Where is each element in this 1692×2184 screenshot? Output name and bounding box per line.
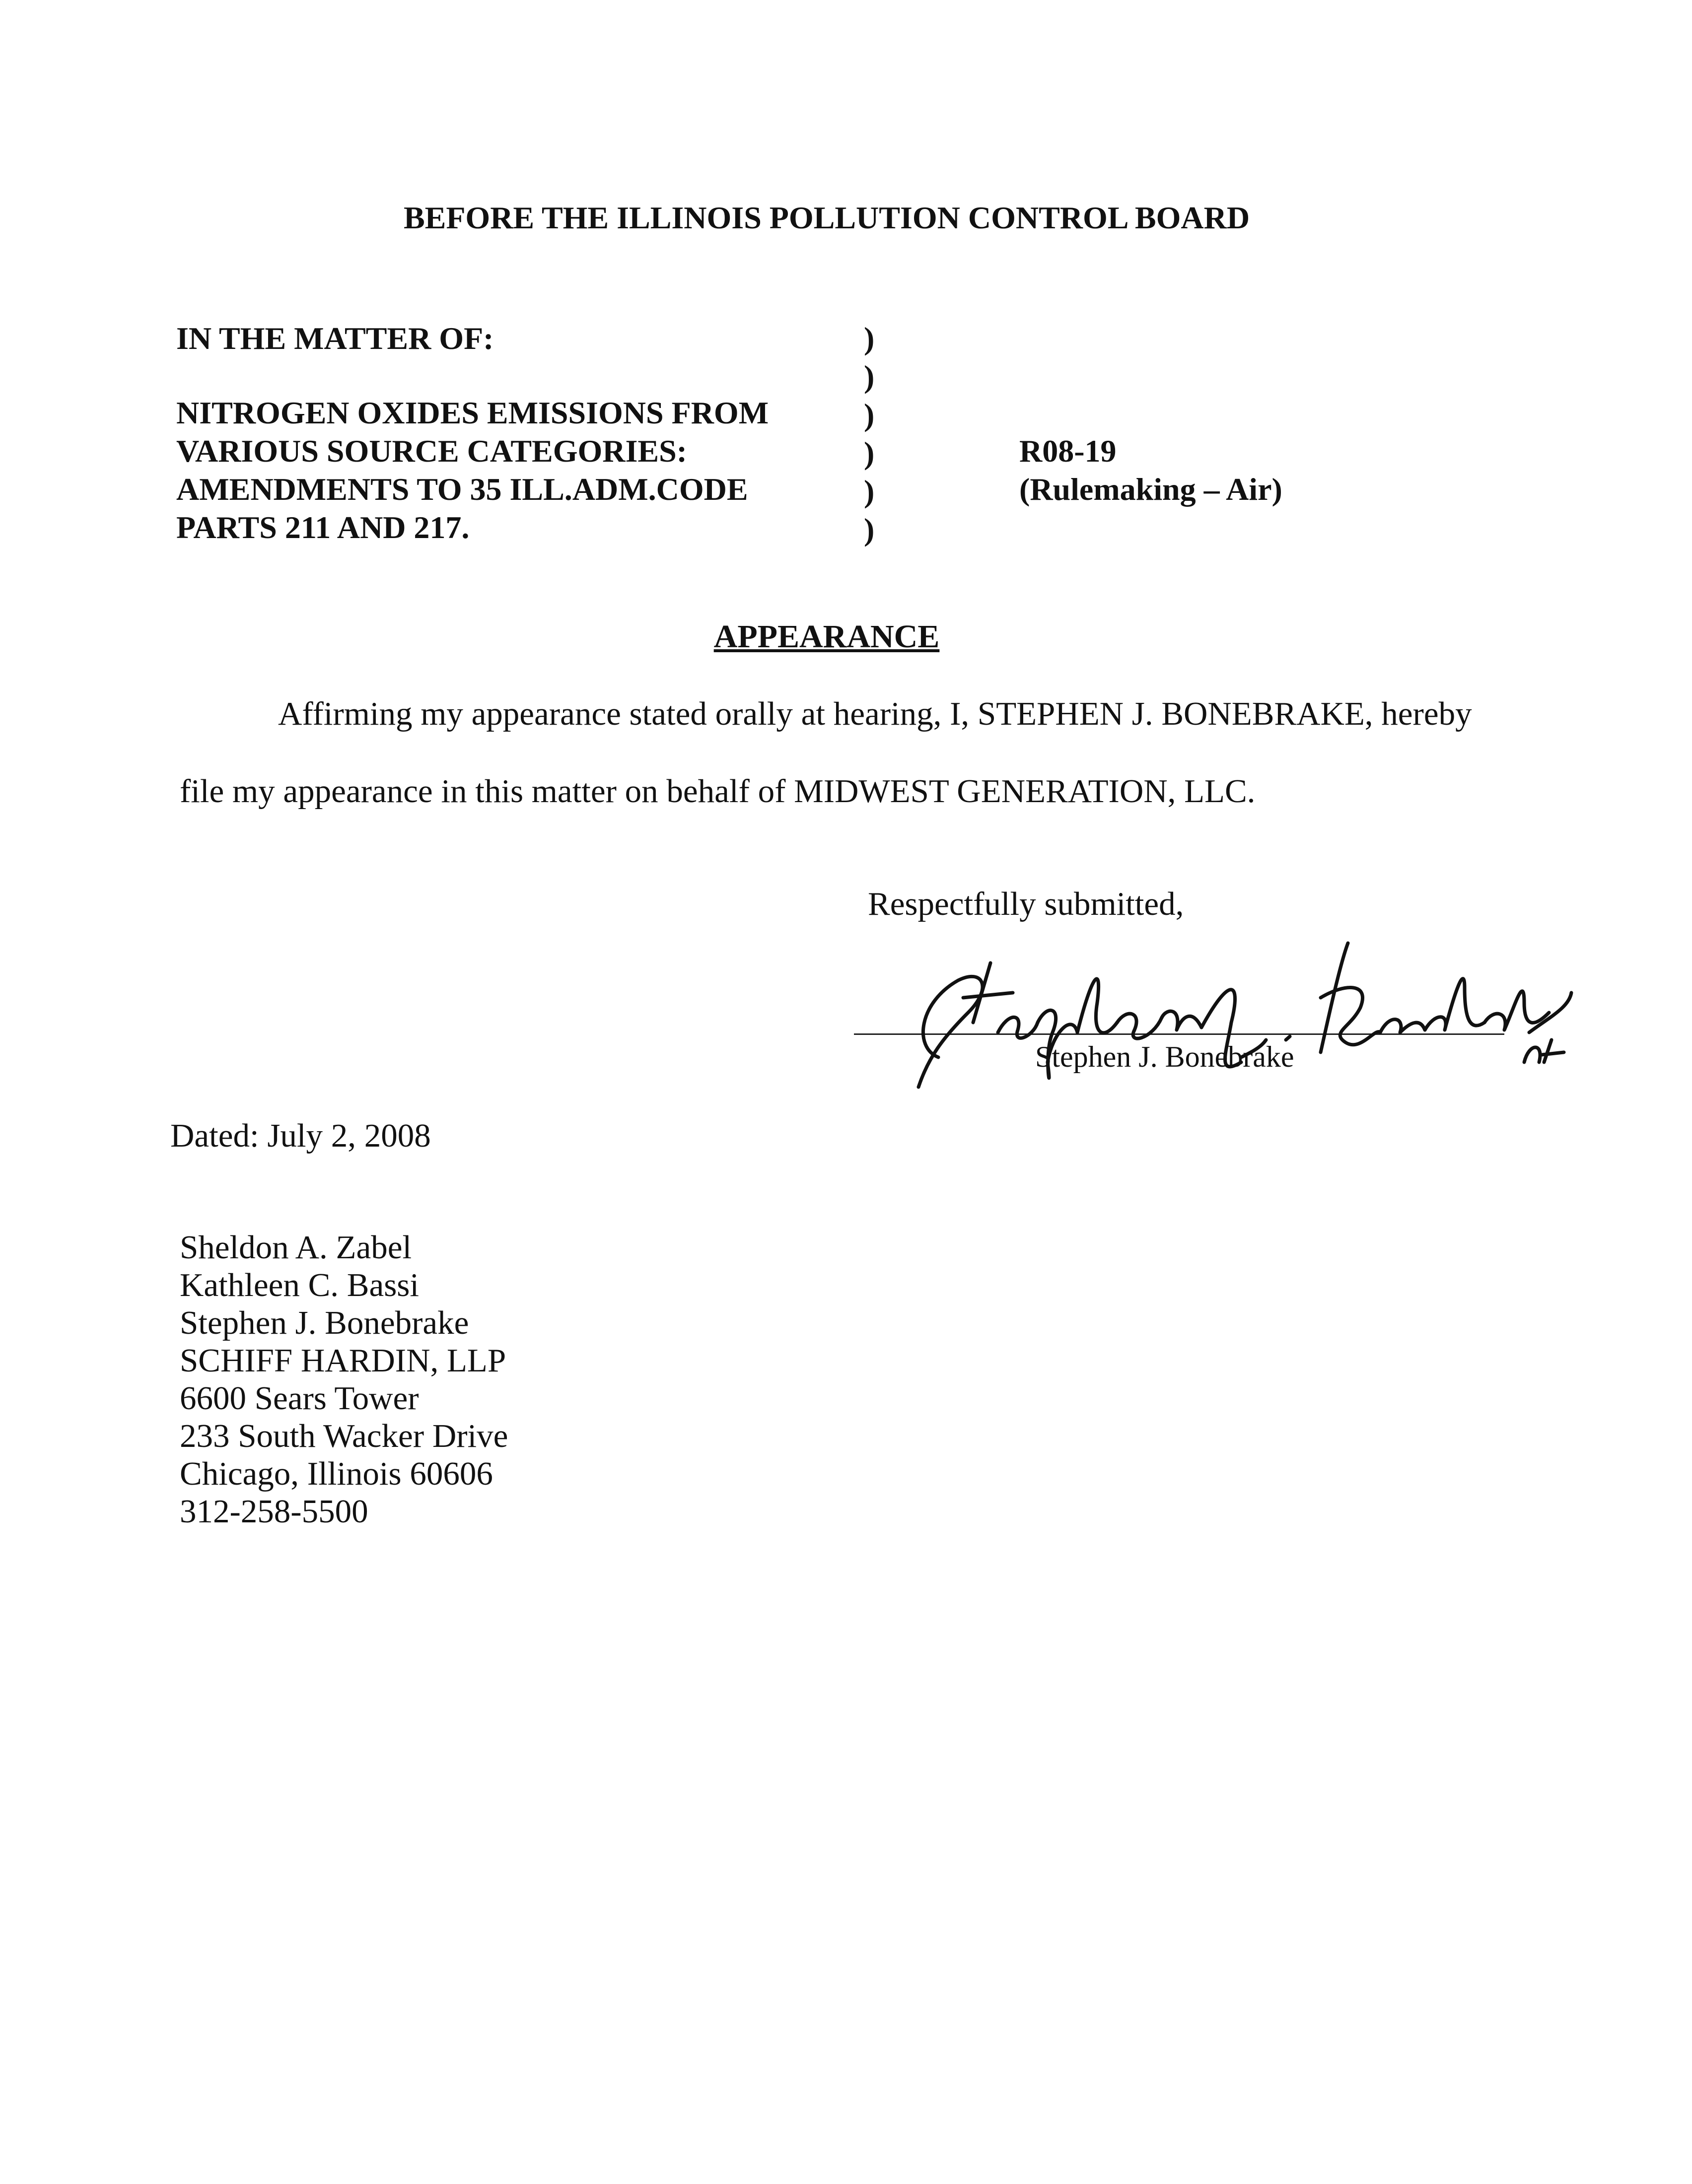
address-line: Sheldon A. Zabel bbox=[180, 1229, 412, 1266]
address-line: Chicago, Illinois 60606 bbox=[180, 1455, 493, 1492]
date-line: Dated: July 2, 2008 bbox=[170, 1117, 431, 1154]
caption-line: PARTS 211 AND 217. bbox=[176, 510, 470, 545]
address-line: SCHIFF HARDIN, LLP bbox=[180, 1342, 506, 1379]
address-line: 233 South Wacker Drive bbox=[180, 1418, 508, 1454]
handwritten-signature bbox=[884, 933, 1574, 1112]
caption-paren: ) bbox=[864, 397, 875, 432]
caption-paren: ) bbox=[864, 474, 875, 509]
docket-number: R08-19 bbox=[1019, 433, 1117, 469]
closing: Respectfully submitted, bbox=[868, 886, 1184, 922]
body-paragraph-line: file my appearance in this matter on behalf of MIDWEST GENERATION, LLC. bbox=[180, 773, 1256, 810]
caption-paren: ) bbox=[864, 359, 875, 394]
docket-type: (Rulemaking – Air) bbox=[1019, 472, 1282, 507]
address-line: 6600 Sears Tower bbox=[180, 1380, 419, 1417]
section-heading: APPEARANCE bbox=[713, 618, 940, 655]
caption-matter: IN THE MATTER OF: bbox=[176, 321, 494, 356]
address-line: Kathleen C. Bassi bbox=[180, 1267, 419, 1303]
body-paragraph-line: Affirming my appearance stated orally at hearing, I, STEPHEN J. BONEBRAKE, hereby bbox=[278, 695, 1472, 732]
caption-paren: ) bbox=[864, 512, 875, 547]
caption-line: AMENDMENTS TO 35 ILL.ADM.CODE bbox=[176, 472, 748, 507]
caption-line: NITROGEN OXIDES EMISSIONS FROM bbox=[176, 395, 769, 430]
document-title: BEFORE THE ILLINOIS POLLUTION CONTROL BOARD bbox=[403, 200, 1250, 235]
caption-paren: ) bbox=[864, 435, 875, 471]
address-line: Stephen J. Bonebrake bbox=[180, 1304, 469, 1341]
printed-signer-name: Stephen J. Bonebrake bbox=[1035, 1040, 1294, 1073]
address-line: 312-258-5500 bbox=[180, 1493, 368, 1530]
caption-paren: ) bbox=[864, 321, 875, 356]
caption-line: VARIOUS SOURCE CATEGORIES: bbox=[176, 433, 687, 469]
